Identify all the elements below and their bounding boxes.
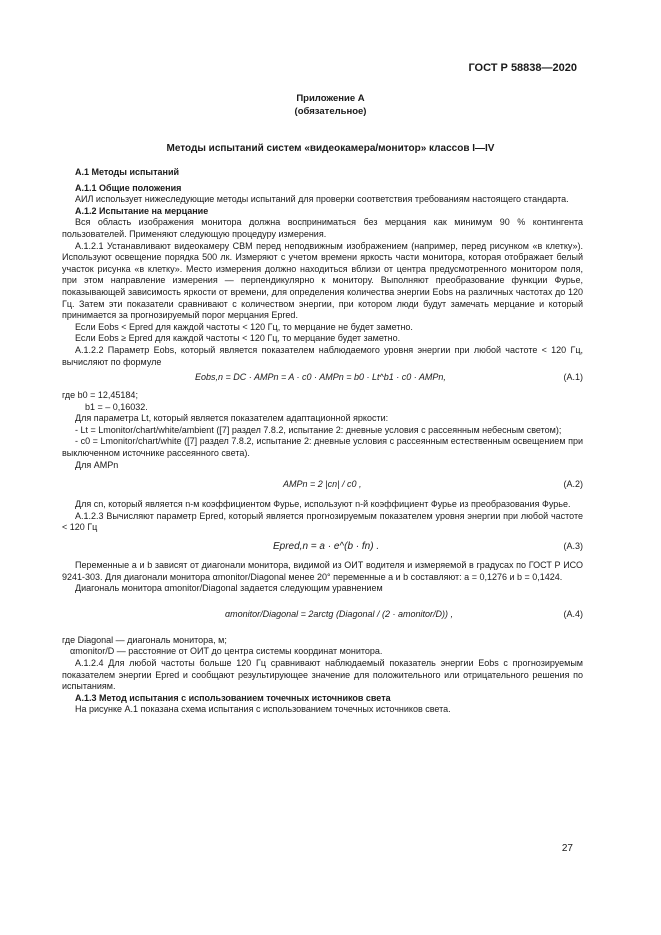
where-diagonal: где Diagonal — диагональ монитора, м;	[62, 634, 227, 645]
paragraph-lt-item2: - c0 = Lmonitor/chart/white ([7] раздел 7.8.2, испытание 2: дневные условия с рассеянным естественным освещением при выключенном источнике рассеянного света).	[62, 436, 583, 459]
paragraph-lt-item1: - Lt = Lmonitor/chart/white/ambient ([7] раздел 7.8.2, испытание 2: дневные условия с рассеянным небесным светом);	[75, 424, 562, 435]
formula-a4-number: (А.4)	[563, 608, 583, 619]
appendix-status: (обязательное)	[294, 106, 367, 117]
formula-a2-expression: AMPn = 2 |cn| / c0 ,	[283, 479, 362, 490]
appendix-title: Приложение А	[296, 93, 365, 104]
paragraph-diagonal: Диагональ монитора αmonitor/Diagonal задается следующим уравнением	[75, 583, 383, 594]
formula-a3-number: (А.3)	[563, 541, 583, 552]
heading-a11: А.1.1 Общие положения	[75, 182, 182, 193]
appendix-heading	[0, 92, 661, 118]
paragraph-cn: Для cn, который является n-м коэффициентом Фурье, используют n-й коэффициент Фурье из преобразования Фурье.	[75, 499, 571, 510]
formula-a4	[75, 595, 583, 635]
paragraph-a121: А.1.2.1 Устанавливают видеокамеру СВМ перед неподвижным изображением (например, перед рисунком «в клетку»). Используют освещение порядка 500 лк. Измеряют с учетом времени яркость части монитора, которая отображает белый участок рисунка «в клетку». Место измерения должно находиться вблизи от центра предусмотренного монитором поля, при этом направление измерения — перпендикулярно к монитору. Выполняют преобразование функции Фурье, показывающей зависимость яркости от времени, для определения количества энергии Eobs на различных частотах до 120 Гц. Затем эти показатели сравнивают с количеством энергии, при котором люди будут замечать мерцание и который принимается за прогнозируемый порог мерцания Epred.	[62, 240, 583, 321]
heading-a12: А.1.2 Испытание на мерцание	[75, 205, 209, 216]
formula-a4-expression: αmonitor/Diagonal = 2arctg (Diagonal / (2 · amonitor/D)) ,	[225, 608, 453, 619]
standard-header: ГОСТ Р 58838—2020	[468, 62, 577, 74]
paragraph-if2: Если Eobs ≥ Epred для каждой частоты < 120 Гц, то мерцание будет заметно.	[75, 333, 401, 344]
where-b1: b1 = – 0,16032.	[85, 401, 148, 412]
formula-a3	[75, 534, 583, 560]
paragraph-a12: Вся область изображения монитора должна восприниматься без мерцания как минимум 90 % контингента пользователей. Применяют следующую процедуру измерения.	[62, 217, 583, 239]
paragraph-a11: АИЛ использует нижеследующие методы испытаний для проверки соответствия требованиям настоящего стандарта.	[75, 194, 569, 205]
formula-a3-expression: Epred,n = a · e^(b · fn) .	[273, 541, 380, 553]
formula-a2	[75, 471, 583, 499]
paragraph-lt: Для параметра Lt, который является показателем адаптационной яркости:	[75, 413, 389, 424]
paragraph-a124: А.1.2.4 Для любой частоты больше 120 Гц сравнивают наблюдаемый показатель энергии Eobs с прогнозируемым показателем энергии Epred и сообщают результирующее значение для положительного или отрицательного решения по испытаниям.	[62, 658, 583, 692]
heading-a1: А.1 Методы испытаний	[75, 167, 180, 177]
formula-a1-number: (А.1)	[563, 372, 583, 383]
section-title: Методы испытаний систем «видеокамера/монитор» классов I—IV	[166, 143, 495, 154]
paragraph-a13: На рисунке А.1 показана схема испытания с использованием точечных источников света.	[75, 704, 451, 715]
paragraph-if1: Если Eobs < Epred для каждой частоты < 120 Гц, то мерцание не будет заметно.	[75, 321, 413, 332]
page-number: 27	[561, 843, 573, 854]
formula-a1-expression: Eobs,n = DC · AMPn = A · c0 · AMPn = b0 · Lt^b1 · c0 · AMPn,	[195, 372, 446, 383]
formula-a2-number: (А.2)	[563, 479, 583, 490]
document-body	[62, 167, 583, 716]
where-b0: где b0 = 12,45184;	[62, 390, 138, 401]
paragraph-a123: А.1.2.3 Вычисляют параметр Epred, который является прогнозируемым показателем уровня энергии при любой частоте < 120 Гц	[62, 510, 583, 533]
where-distance: αmonitor/D — расстояние от ОИТ до центра системы координат монитора.	[70, 646, 383, 657]
heading-a13: А.1.3 Метод испытания с использованием точечных источников света	[75, 692, 391, 703]
formula-a1	[75, 368, 583, 390]
paragraph-a122: А.1.2.2 Параметр Eobs, который является показателем наблюдаемого уровня энергии при любой частоте < 120 Гц, вычисляют по формуле	[62, 344, 583, 367]
paragraph-ab: Переменные a и b зависят от диагонали монитора, видимой из ОИТ водителя и измеряемой в градусах по ГОСТ Р ИСО 9241-303. Для диагонали монитора αmonitor/Diagonal менее 20° переменные a и b составляют: a = 0,1276 и b = 0,1424.	[62, 560, 583, 582]
paragraph-amp: Для AMPn	[75, 459, 119, 470]
